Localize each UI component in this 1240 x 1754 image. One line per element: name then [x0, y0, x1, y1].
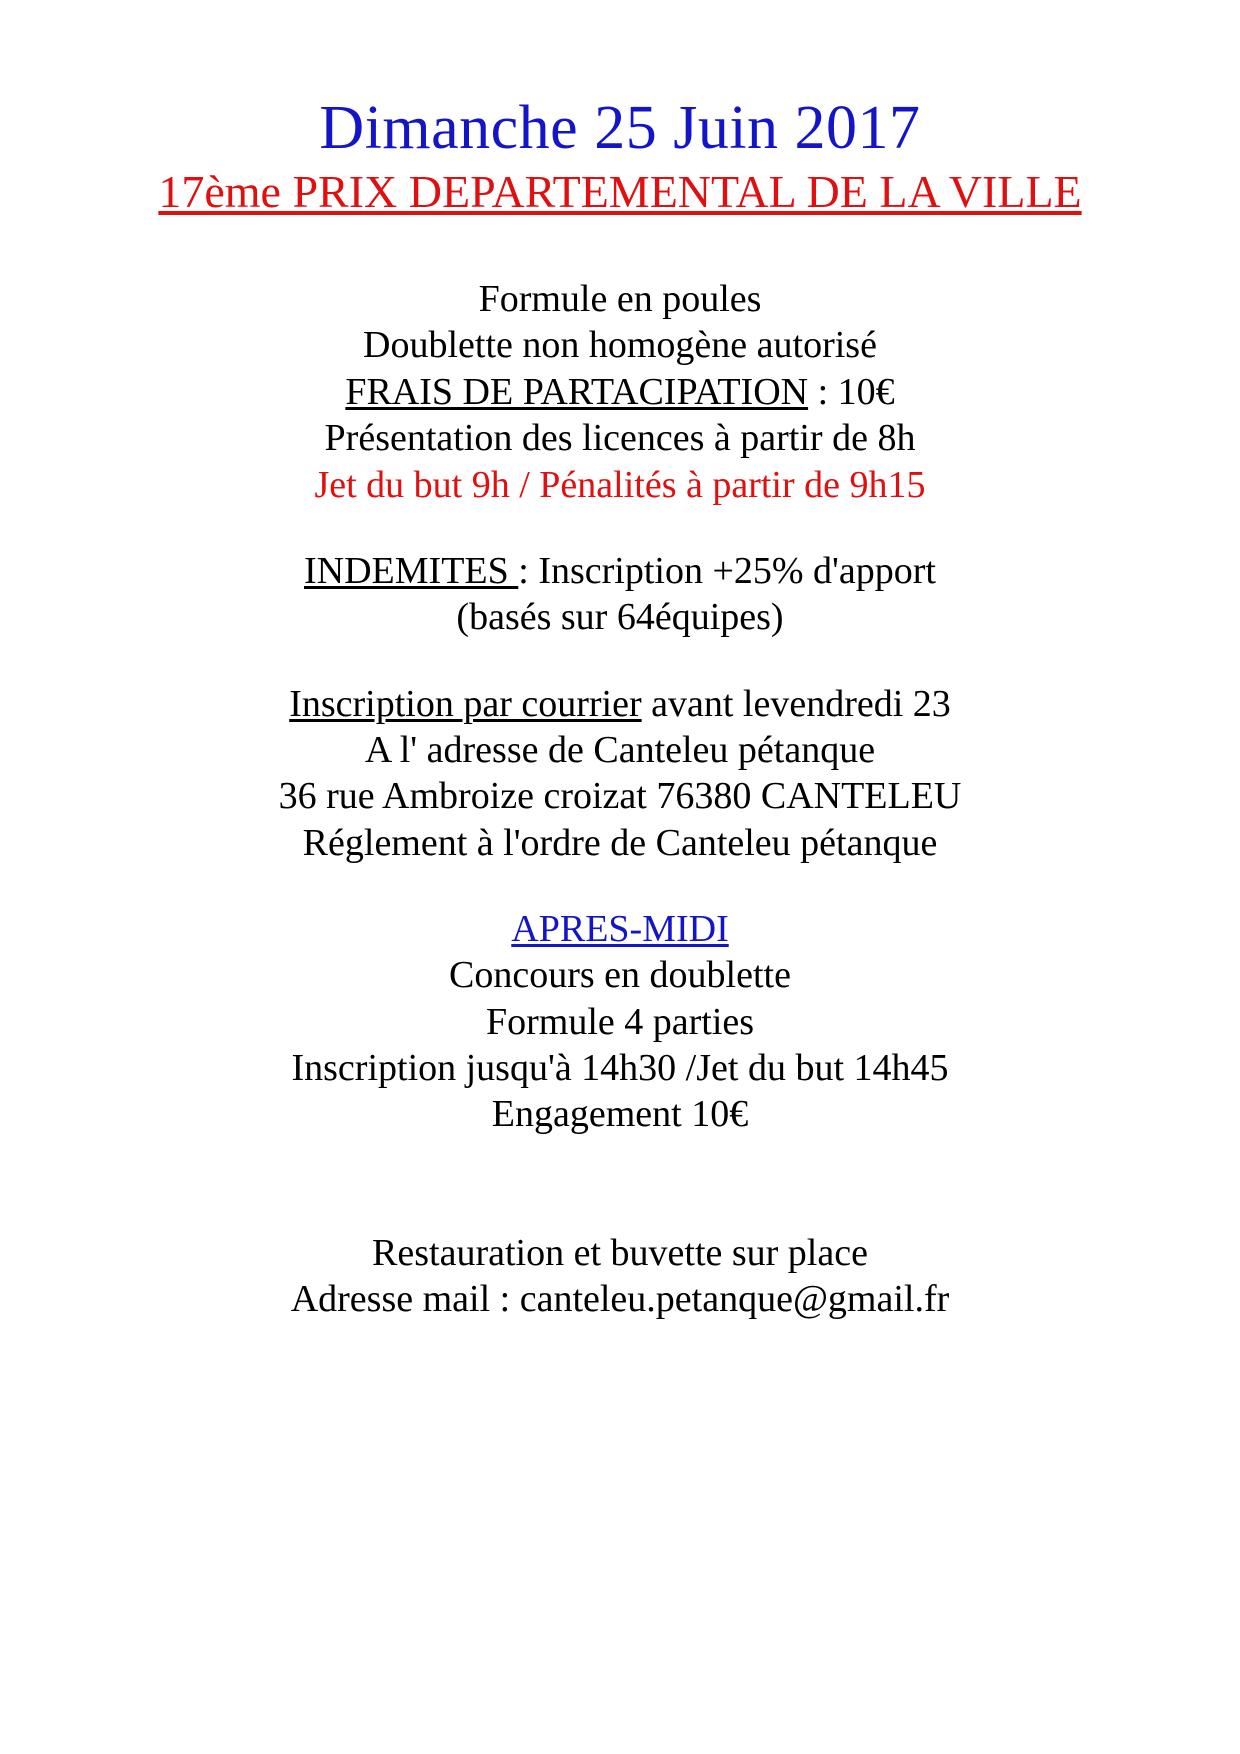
- afternoon-line-formule: Formule 4 parties: [485, 1000, 755, 1043]
- morning-line-formule: Formule en poules: [478, 278, 762, 321]
- footer-email: Adresse mail : canteleu.petanque@gmail.fr: [290, 1278, 950, 1321]
- registration-mail-rest: avant levendredi 23: [641, 682, 951, 725]
- page-title-event: 17ème PRIX DEPARTEMENTAL DE LA VILLE: [158, 165, 1082, 217]
- registration-mail-label: Inscription par courrier: [289, 682, 642, 725]
- registration-section: [90, 681, 1150, 866]
- indemnities-line: [90, 548, 1150, 594]
- spacer: [90, 220, 1150, 276]
- spacer: [90, 866, 1150, 906]
- spacer: [90, 508, 1150, 548]
- licences-line: Présentation des licences à partir de 8h: [324, 417, 916, 460]
- morning-section: [90, 276, 1150, 508]
- afternoon-section: [90, 906, 1150, 1138]
- spacer: [90, 1138, 1150, 1230]
- spacer: [90, 641, 1150, 681]
- registration-address: 36 rue Ambroize croizat 76380 CANTELEU: [278, 775, 962, 818]
- afternoon-title: APRES-MIDI: [511, 908, 729, 951]
- afternoon-line-concours: Concours en doublette: [449, 954, 791, 997]
- fees-label: FRAIS DE PARTACIPATION: [345, 370, 809, 413]
- afternoon-line-inscription: Inscription jusqu'à 14h30 /Jet du but 14h45: [291, 1047, 949, 1090]
- page-title-date: Dimanche 25 Juin 2017: [319, 94, 921, 162]
- indemnities-section: [90, 548, 1150, 641]
- indemnities-basis: (basés sur 64équipes): [456, 596, 784, 639]
- fees-value: : 10€: [808, 370, 895, 413]
- morning-line-doublette: Doublette non homogène autorisé: [363, 324, 877, 367]
- fees-line: [90, 369, 1150, 415]
- afternoon-line-engagement: Engagement 10€: [491, 1093, 749, 1136]
- start-time-line: Jet du but 9h / Pénalités à partir de 9h15: [314, 463, 926, 506]
- indemnities-value: : Inscription +25% d'apport: [518, 549, 936, 592]
- footer-catering: Restauration et buvette sur place: [372, 1231, 868, 1274]
- footer-section: [90, 1230, 1150, 1323]
- indemnities-label: INDEMITES: [304, 549, 519, 592]
- registration-mail-line: [90, 681, 1150, 727]
- registration-payment: Réglement à l'ordre de Canteleu pétanque: [302, 821, 938, 864]
- registration-address-intro: A l' adresse de Canteleu pétanque: [364, 728, 876, 771]
